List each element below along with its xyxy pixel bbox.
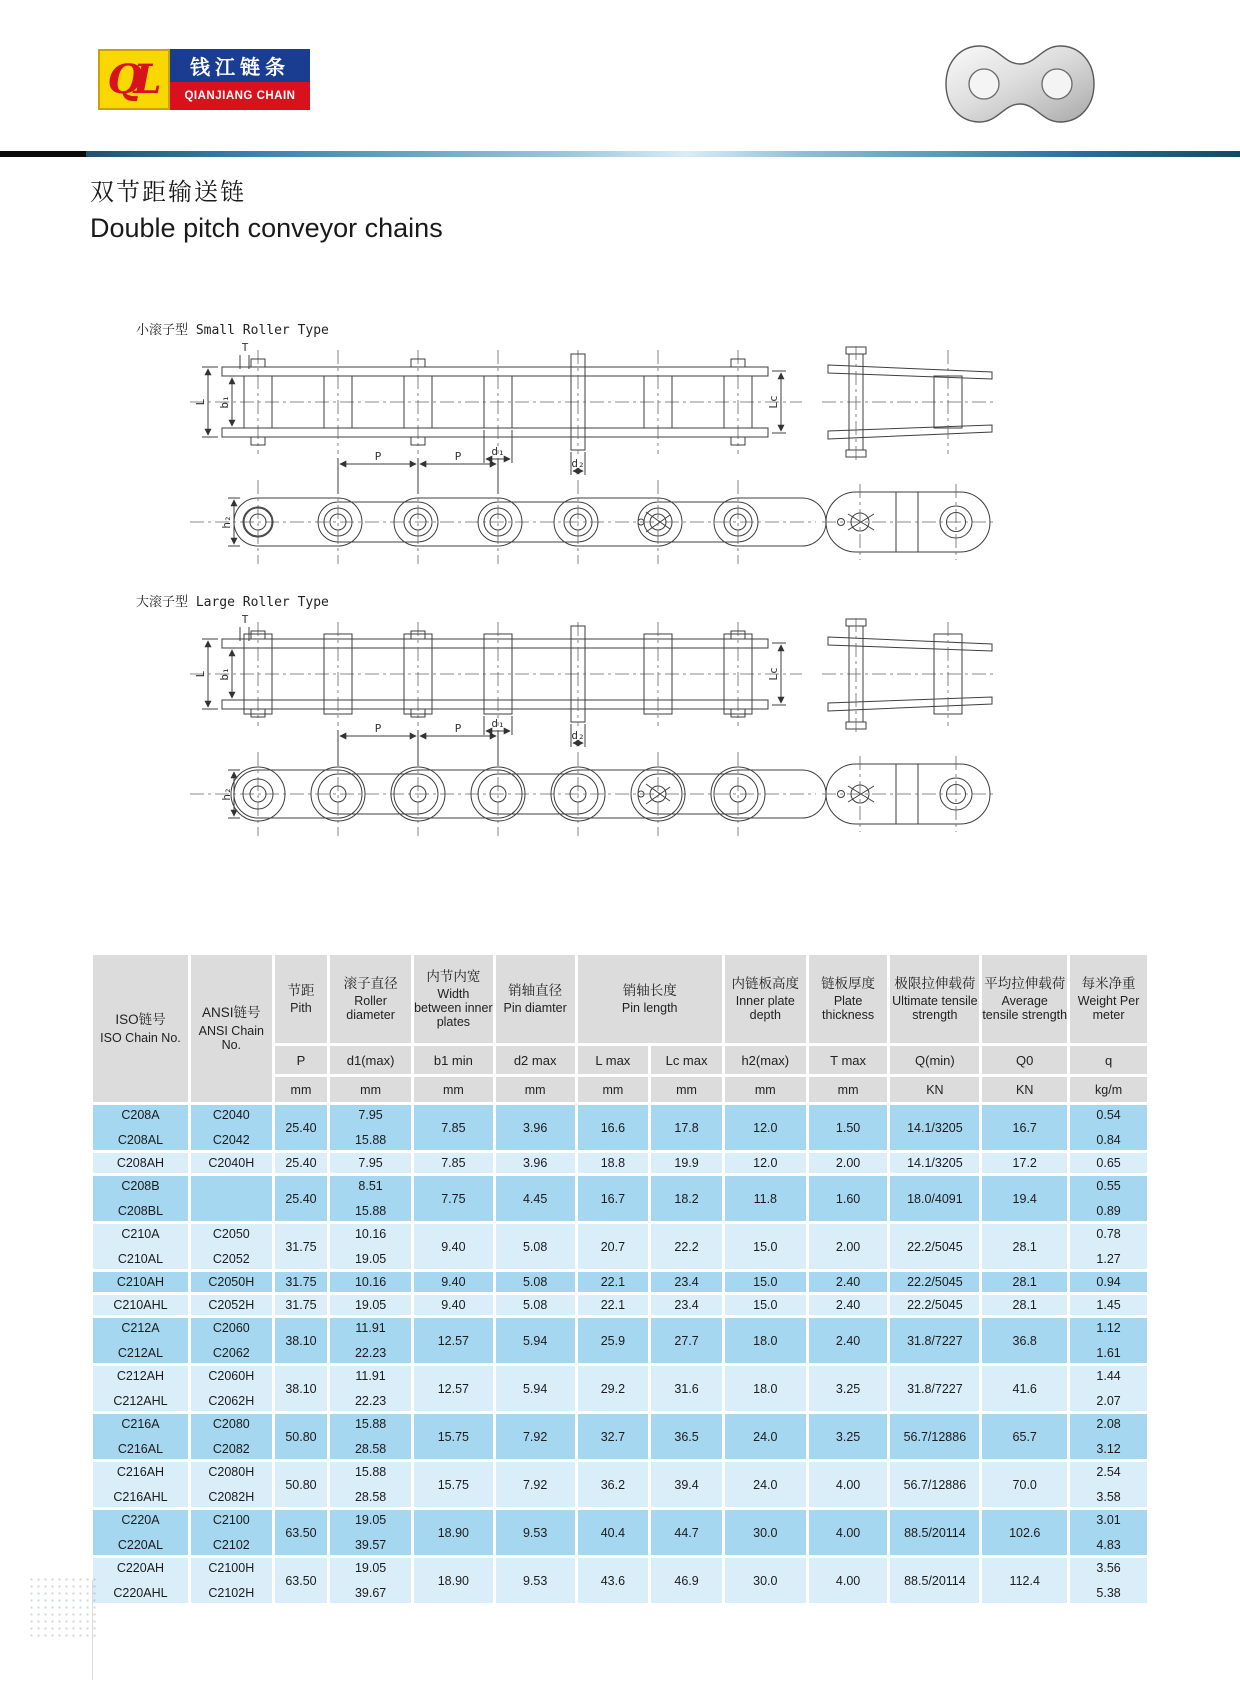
cell-lcmax: 23.4 <box>651 1295 722 1315</box>
cell-q0: 28.1 <box>982 1295 1067 1315</box>
cell-d1: 10.16 19.05 <box>330 1224 411 1269</box>
cell-iso: C220AH C220AHL <box>93 1558 188 1603</box>
cell-lcmax: 19.9 <box>651 1153 722 1173</box>
unit-tmax: mm <box>809 1077 888 1102</box>
cell-iso: C212AH C212AHL <box>93 1366 188 1411</box>
cell-qmin: 18.0/4091 <box>890 1176 979 1221</box>
divider-black-segment <box>0 151 86 157</box>
page-title <box>90 172 443 244</box>
cell-ansi: C2052H <box>191 1295 272 1315</box>
cell-weight: 1.12 1.61 <box>1070 1318 1147 1363</box>
cell-d2: 3.96 <box>496 1153 575 1173</box>
unit-q: kg/m <box>1070 1077 1147 1102</box>
cell-pitch: 38.10 <box>275 1318 328 1363</box>
cell-weight: 1.45 <box>1070 1295 1147 1315</box>
large-roller-diagram <box>90 590 1150 858</box>
cell-lmax: 22.1 <box>578 1295 649 1315</box>
cell-b1: 7.85 <box>414 1153 493 1173</box>
divider-blue-gradient <box>86 151 1240 157</box>
cell-d2: 3.96 <box>496 1105 575 1150</box>
logo-name-en: QIANJIANG CHAIN <box>170 82 310 110</box>
logo-monogram-box <box>98 49 170 110</box>
cell-d2: 5.08 <box>496 1224 575 1269</box>
table-row <box>93 1105 1147 1150</box>
cell-pitch: 50.80 <box>275 1414 328 1459</box>
symbol-h2: h2(max) <box>725 1046 806 1074</box>
table-row <box>93 1272 1147 1292</box>
table-row <box>93 1153 1147 1173</box>
svg-text:大滚子型 Large Roller Type: 大滚子型 Large Roller Type <box>136 595 329 610</box>
cell-d1: 7.95 <box>330 1153 411 1173</box>
cell-h2: 18.0 <box>725 1366 806 1411</box>
cell-lcmax: 31.6 <box>651 1366 722 1411</box>
table-row <box>93 1366 1147 1411</box>
cell-weight: 3.01 4.83 <box>1070 1510 1147 1555</box>
cell-lmax: 36.2 <box>578 1462 649 1507</box>
cell-qmin: 22.2/5045 <box>890 1224 979 1269</box>
svg-text:d₂: d₂ <box>571 729 585 742</box>
cell-d1: 19.05 <box>330 1295 411 1315</box>
col-header-iso <box>93 955 188 1102</box>
svg-text:P: P <box>454 450 462 463</box>
cell-iso: C210AH <box>93 1272 188 1292</box>
cell-ansi: C2050 C2052 <box>191 1224 272 1269</box>
cell-iso: C216A C216AL <box>93 1414 188 1459</box>
cell-h2: 15.0 <box>725 1295 806 1315</box>
cell-b1: 18.90 <box>414 1510 493 1555</box>
col-header-roller-diameter: 滚子直径 Roller diameter <box>330 955 411 1043</box>
cell-qmin: 56.7/12886 <box>890 1414 979 1459</box>
col-header-inner-width: 内节内宽 Width between inner plates <box>414 955 493 1043</box>
cell-lmax: 32.7 <box>578 1414 649 1459</box>
cell-d1: 11.91 22.23 <box>330 1366 411 1411</box>
corner-vertical-line <box>92 1580 93 1680</box>
cell-pitch: 63.50 <box>275 1510 328 1555</box>
cell-iso: C210AHL <box>93 1295 188 1315</box>
unit-p: mm <box>275 1077 328 1102</box>
col-header-iso-cn: ISO链号 <box>115 1012 166 1028</box>
svg-text:b₁: b₁ <box>218 395 231 409</box>
cell-b1: 15.75 <box>414 1414 493 1459</box>
table-row <box>93 1510 1147 1555</box>
col-header-ultimate-strength: 极限拉伸载荷 Ultimate tensile strength <box>890 955 979 1043</box>
unit-h2: mm <box>725 1077 806 1102</box>
col-header-ansi-cn: ANSI链号 <box>202 1005 261 1021</box>
table-row <box>93 1318 1147 1363</box>
svg-text:Lc: Lc <box>767 667 780 681</box>
cell-q0: 19.4 <box>982 1176 1067 1221</box>
cell-ansi: C2040H <box>191 1153 272 1173</box>
col-header-plate-thickness: 链板厚度 Plate thickness <box>809 955 888 1043</box>
symbol-d1: d1(max) <box>330 1046 411 1074</box>
svg-text:d₁: d₁ <box>491 717 505 730</box>
page-title-cn: 双节距输送链 <box>90 179 246 206</box>
cell-ansi: C2050H <box>191 1272 272 1292</box>
cell-b1: 9.40 <box>414 1295 493 1315</box>
svg-text:小滚子型 Small Roller Type: 小滚子型 Small Roller Type <box>136 323 329 338</box>
table-row <box>93 1558 1147 1603</box>
cell-lcmax: 36.5 <box>651 1414 722 1459</box>
symbol-lcmax: Lc max <box>651 1046 722 1074</box>
table-group-header-row <box>93 955 1147 1043</box>
unit-b1: mm <box>414 1077 493 1102</box>
svg-text:P: P <box>454 722 462 735</box>
cell-pitch: 31.75 <box>275 1272 328 1292</box>
cell-lcmax: 46.9 <box>651 1558 722 1603</box>
cell-h2: 15.0 <box>725 1272 806 1292</box>
cell-ansi: C2060 C2062 <box>191 1318 272 1363</box>
cell-h2: 30.0 <box>725 1558 806 1603</box>
cell-ansi: C2080 C2082 <box>191 1414 272 1459</box>
cell-tmax: 3.25 <box>809 1366 888 1411</box>
cell-iso: C216AH C216AHL <box>93 1462 188 1507</box>
cell-lmax: 16.6 <box>578 1105 649 1150</box>
cell-d1: 8.51 15.88 <box>330 1176 411 1221</box>
cell-weight: 2.08 3.12 <box>1070 1414 1147 1459</box>
cell-qmin: 56.7/12886 <box>890 1462 979 1507</box>
cell-lcmax: 44.7 <box>651 1510 722 1555</box>
cell-b1: 15.75 <box>414 1462 493 1507</box>
cell-b1: 18.90 <box>414 1558 493 1603</box>
cell-lmax: 16.7 <box>578 1176 649 1221</box>
svg-text:h₂: h₂ <box>220 515 233 529</box>
cell-pitch: 25.40 <box>275 1105 328 1150</box>
symbol-qmin: Q(min) <box>890 1046 979 1074</box>
cell-lmax: 20.7 <box>578 1224 649 1269</box>
col-header-iso-en: ISO Chain No. <box>100 1030 181 1045</box>
cell-tmax: 2.40 <box>809 1318 888 1363</box>
cell-qmin: 31.8/7227 <box>890 1318 979 1363</box>
table-row <box>93 1295 1147 1315</box>
cell-h2: 24.0 <box>725 1462 806 1507</box>
cell-h2: 12.0 <box>725 1105 806 1150</box>
cell-b1: 9.40 <box>414 1224 493 1269</box>
cell-q0: 41.6 <box>982 1366 1067 1411</box>
unit-lcmax: mm <box>651 1077 722 1102</box>
svg-text:P: P <box>374 450 382 463</box>
cell-h2: 30.0 <box>725 1510 806 1555</box>
cell-tmax: 4.00 <box>809 1462 888 1507</box>
symbol-p: P <box>275 1046 328 1074</box>
cell-weight: 1.44 2.07 <box>1070 1366 1147 1411</box>
small-roller-diagram <box>90 318 1150 586</box>
cell-pitch: 63.50 <box>275 1558 328 1603</box>
cell-q0: 17.2 <box>982 1153 1067 1173</box>
cell-qmin: 88.5/20114 <box>890 1558 979 1603</box>
cell-q0: 28.1 <box>982 1272 1067 1292</box>
svg-text:T: T <box>241 341 249 354</box>
col-header-pitch: 节距 Pith <box>275 955 328 1043</box>
cell-weight: 0.94 <box>1070 1272 1147 1292</box>
cell-d2: 7.92 <box>496 1414 575 1459</box>
cell-q0: 65.7 <box>982 1414 1067 1459</box>
cell-tmax: 4.00 <box>809 1558 888 1603</box>
cell-iso: C208B C208BL <box>93 1176 188 1221</box>
cell-tmax: 2.00 <box>809 1224 888 1269</box>
svg-text:L: L <box>194 398 207 406</box>
cell-ansi: C2060H C2062H <box>191 1366 272 1411</box>
cell-q0: 70.0 <box>982 1462 1067 1507</box>
unit-lmax: mm <box>578 1077 649 1102</box>
cell-b1: 7.75 <box>414 1176 493 1221</box>
cell-b1: 9.40 <box>414 1272 493 1292</box>
cell-h2: 12.0 <box>725 1153 806 1173</box>
cell-d1: 19.05 39.67 <box>330 1558 411 1603</box>
cell-d2: 5.08 <box>496 1295 575 1315</box>
svg-text:P: P <box>374 722 382 735</box>
cell-ansi: C2100H C2102H <box>191 1558 272 1603</box>
symbol-q0: Q0 <box>982 1046 1067 1074</box>
cell-q0: 16.7 <box>982 1105 1067 1150</box>
cell-d1: 15.88 28.58 <box>330 1414 411 1459</box>
col-header-ansi <box>191 955 272 1102</box>
cell-h2: 15.0 <box>725 1224 806 1269</box>
cell-h2: 24.0 <box>725 1414 806 1459</box>
cell-iso: C212A C212AL <box>93 1318 188 1363</box>
cell-lcmax: 23.4 <box>651 1272 722 1292</box>
cell-ansi: C2100 C2102 <box>191 1510 272 1555</box>
cell-lmax: 29.2 <box>578 1366 649 1411</box>
cell-h2: 18.0 <box>725 1318 806 1363</box>
table-row <box>93 1224 1147 1269</box>
logo-name-cn: 钱江链条 <box>170 49 310 82</box>
cell-weight: 0.65 <box>1070 1153 1147 1173</box>
cell-q0: 36.8 <box>982 1318 1067 1363</box>
cell-lcmax: 27.7 <box>651 1318 722 1363</box>
cell-lcmax: 39.4 <box>651 1462 722 1507</box>
cell-b1: 12.57 <box>414 1318 493 1363</box>
spec-table <box>90 952 1150 1606</box>
cell-pitch: 25.40 <box>275 1153 328 1173</box>
cell-d2: 5.08 <box>496 1272 575 1292</box>
cell-q0: 102.6 <box>982 1510 1067 1555</box>
cell-tmax: 4.00 <box>809 1510 888 1555</box>
cell-weight: 0.55 0.89 <box>1070 1176 1147 1221</box>
logo-bars <box>170 49 310 110</box>
page-title-en: Double pitch conveyor chains <box>90 213 443 243</box>
cell-qmin: 14.1/3205 <box>890 1105 979 1150</box>
cell-h2: 11.8 <box>725 1176 806 1221</box>
chain-plate-image <box>940 42 1100 126</box>
table-row <box>93 1414 1147 1459</box>
unit-q0: KN <box>982 1077 1067 1102</box>
cell-lmax: 22.1 <box>578 1272 649 1292</box>
cell-iso: C220A C220AL <box>93 1510 188 1555</box>
cell-tmax: 1.60 <box>809 1176 888 1221</box>
cell-pitch: 50.80 <box>275 1462 328 1507</box>
cell-d2: 9.53 <box>496 1558 575 1603</box>
unit-d1: mm <box>330 1077 411 1102</box>
table-row <box>93 1462 1147 1507</box>
cell-weight: 2.54 3.58 <box>1070 1462 1147 1507</box>
cell-d2: 5.94 <box>496 1366 575 1411</box>
svg-text:T: T <box>241 613 249 626</box>
corner-dots-decoration <box>28 1576 96 1638</box>
col-header-inner-plate-depth: 内链板高度 Inner plate depth <box>725 955 806 1043</box>
symbol-q: q <box>1070 1046 1147 1074</box>
col-header-average-strength: 平均拉伸载荷 Average tensile strength <box>982 955 1067 1043</box>
cell-lmax: 40.4 <box>578 1510 649 1555</box>
cell-d2: 5.94 <box>496 1318 575 1363</box>
cell-lmax: 43.6 <box>578 1558 649 1603</box>
cell-ansi <box>191 1176 272 1221</box>
symbol-d2: d2 max <box>496 1046 575 1074</box>
cell-weight: 0.78 1.27 <box>1070 1224 1147 1269</box>
cell-iso: C208AH <box>93 1153 188 1173</box>
brand-logo <box>98 49 310 110</box>
cell-ansi: C2040 C2042 <box>191 1105 272 1150</box>
svg-text:h₂: h₂ <box>220 787 233 801</box>
cell-pitch: 31.75 <box>275 1295 328 1315</box>
cell-pitch: 38.10 <box>275 1366 328 1411</box>
cell-tmax: 2.00 <box>809 1153 888 1173</box>
cell-lcmax: 18.2 <box>651 1176 722 1221</box>
cell-qmin: 14.1/3205 <box>890 1153 979 1173</box>
svg-text:d₁: d₁ <box>491 445 505 458</box>
cell-lmax: 18.8 <box>578 1153 649 1173</box>
cell-d2: 7.92 <box>496 1462 575 1507</box>
cell-tmax: 2.40 <box>809 1272 888 1292</box>
cell-d2: 4.45 <box>496 1176 575 1221</box>
col-header-ansi-en: ANSI Chain No. <box>198 1023 264 1052</box>
cell-b1: 7.85 <box>414 1105 493 1150</box>
cell-d1: 15.88 28.58 <box>330 1462 411 1507</box>
cell-q0: 28.1 <box>982 1224 1067 1269</box>
cell-d1: 10.16 <box>330 1272 411 1292</box>
cell-weight: 0.54 0.84 <box>1070 1105 1147 1150</box>
cell-weight: 3.56 5.38 <box>1070 1558 1147 1603</box>
cell-b1: 12.57 <box>414 1366 493 1411</box>
cell-d2: 9.53 <box>496 1510 575 1555</box>
svg-text:b₁: b₁ <box>218 667 231 681</box>
svg-text:d₂: d₂ <box>571 457 585 470</box>
cell-qmin: 88.5/20114 <box>890 1510 979 1555</box>
cell-tmax: 1.50 <box>809 1105 888 1150</box>
svg-text:L: L <box>194 670 207 678</box>
cell-tmax: 2.40 <box>809 1295 888 1315</box>
logo-monogram: QL <box>107 55 153 103</box>
col-header-pin-diameter: 销轴直径 Pin diamter <box>496 955 575 1043</box>
table-row <box>93 1176 1147 1221</box>
cell-ansi: C2080H C2082H <box>191 1462 272 1507</box>
symbol-lmax: L max <box>578 1046 649 1074</box>
cell-iso: C208A C208AL <box>93 1105 188 1150</box>
cell-tmax: 3.25 <box>809 1414 888 1459</box>
cell-lcmax: 17.8 <box>651 1105 722 1150</box>
cell-pitch: 31.75 <box>275 1224 328 1269</box>
symbol-b1: b1 min <box>414 1046 493 1074</box>
col-header-weight: 每米净重 Weight Per meter <box>1070 955 1147 1043</box>
cell-d1: 11.91 22.23 <box>330 1318 411 1363</box>
svg-text:Lc: Lc <box>767 395 780 409</box>
cell-d1: 19.05 39.57 <box>330 1510 411 1555</box>
symbol-tmax: T max <box>809 1046 888 1074</box>
cell-qmin: 22.2/5045 <box>890 1295 979 1315</box>
cell-qmin: 22.2/5045 <box>890 1272 979 1292</box>
cell-qmin: 31.8/7227 <box>890 1366 979 1411</box>
col-header-pin-length: 销轴长度 Pin length <box>578 955 722 1043</box>
cell-lcmax: 22.2 <box>651 1224 722 1269</box>
cell-lmax: 25.9 <box>578 1318 649 1363</box>
cell-d1: 7.95 15.88 <box>330 1105 411 1150</box>
unit-qmin: KN <box>890 1077 979 1102</box>
cell-q0: 112.4 <box>982 1558 1067 1603</box>
cell-iso: C210A C210AL <box>93 1224 188 1269</box>
cell-pitch: 25.40 <box>275 1176 328 1221</box>
unit-d2: mm <box>496 1077 575 1102</box>
